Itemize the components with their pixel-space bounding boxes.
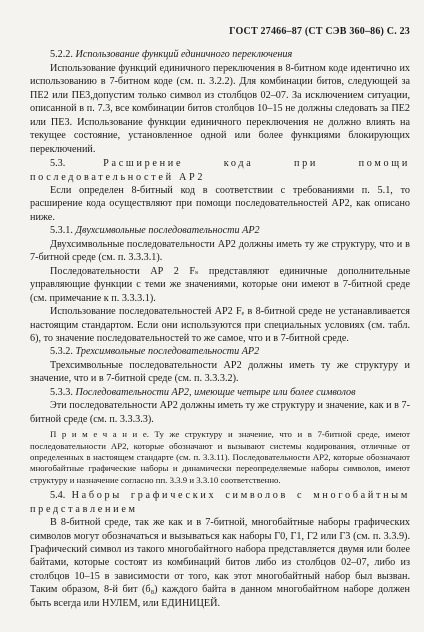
section-number: 5.3.3. — [50, 386, 73, 398]
section-number: 5.3.2. — [50, 346, 73, 358]
section-number: 5.3. — [50, 158, 66, 170]
paragraph-four-char: Эти последовательности АР2 должны иметь ту же структуру и значение, как и в 7-битной среде (см. п. 3.3.3.3). — [30, 400, 410, 425]
section-5-4-heading — [30, 489, 410, 516]
section-5-3-1-heading — [30, 224, 410, 237]
section-title: Использование функций единичного переключения — [75, 49, 293, 61]
section-5-2-2-heading — [30, 48, 410, 61]
section-number: 5.4. — [50, 490, 66, 502]
section-5-3-2-heading — [30, 345, 410, 358]
note: П р и м е ч а н и е. Ту же структуру и значение, что и в 7-битной среде, имеют последовательности АР2, которые обозначают и вызывают системы кодирования, отличные от определенных в настоящем стандарте (см. п. 3.3.11). Последовательности АР2, которые обозначают многобайтные графические наборы и динамически переопределяемые наборы символов, имеют структуру и назначение согласно пп. 3.3.9 и 3.3.10 соответственно. — [30, 429, 410, 485]
page-header: ГОСТ 27466–87 (СТ СЭВ 360–86) С. 23 — [229, 26, 410, 37]
paragraph-single-shift: Использование функций единичного переключения в 8-битном коде идентично их использованию в 7-битном коде (см. п. 3.2.2). Для комбинации битов, следующей за ПЕ2 или ПЕ3,допустим только символ из столбцов 02–07. За исключением ситуации, описанной в п. 7.3, все комбинации битов столбцов 10–15 не должны следовать за ПЕ2 или ПЕ3. Использование функции единичного переключения не должно влиять на текущее состояние, установленное одной или более функциями блокирующих переключений. — [30, 62, 410, 155]
paragraph-two-char: Двухсимвольные последовательности АР2 должны иметь ту же структуру, что и в 7-битной среде (см. п. 3.3.3.1). — [30, 238, 410, 264]
section-title: Последовательности АР2, имеющие четыре или более символов — [75, 386, 356, 398]
paragraph-code-extension: Если определен 8-битный код в соответствии с требованиями п. 5.1, то расширение кода осуществляют при помощи последовательностей АР2, как описано ниже. — [30, 184, 410, 223]
section-title: Трехсимвольные последовательности АР2 — [75, 346, 260, 358]
paragraph-fs: Последовательности АР 2 Fₛ представляют единичные дополнительные управляющие функции с теми же значениями, которые они имеют в 7-битной среде (см. примечание к п. 3.3.3.1). — [30, 265, 410, 304]
section-5-3-3-heading — [30, 386, 410, 399]
section-title: Расширение кода при помощи последовательностей АР2 — [30, 158, 411, 183]
section-title: Наборы графических символов с многобайтным представлением — [30, 490, 411, 515]
section-5-3-heading — [30, 157, 410, 184]
section-title: Двухсимвольные последовательности АР2 — [75, 225, 260, 237]
paragraph-fe: Использование последовательностей АР2 Fₑ в 8-битной среде не устанавливается настоящим стандартом. Если они используются при специальных условиях (см. табл. 6), то значение последовательностей то же самое, что и в 7-битной среде. — [30, 306, 410, 344]
section-number: 5.3.1. — [50, 225, 73, 237]
paragraph-multibyte: В 8-битной среде, так же как и в 7-битной, многобайтные наборы графических символов могут обозначаться и вызываться как наборы Г0, Г1, Г2 или Г3 (см. п. 3.3.9). Графический символ из такого многобайтного набора представляется двумя или более байтами, которые состоят из комбинаций битов либо из столбцов 02–07, либо из столбцов 10–15 в зависимости от того, как этот многобайтный набор был вызван. Таким образом, 8-й бит (б₈) каждого байта в данном многобайтном наборе должен быть всегда или НУЛЕМ, или ЕДИНИЦЕЙ. — [30, 517, 410, 609]
section-number: 5.2.2. — [50, 49, 73, 61]
paragraph-three-char: Трехсимвольные последовательности АР2 должны иметь ту же структуру и значение, что и в 7-битной среде (см. п. 3.3.3.2). — [30, 359, 410, 385]
